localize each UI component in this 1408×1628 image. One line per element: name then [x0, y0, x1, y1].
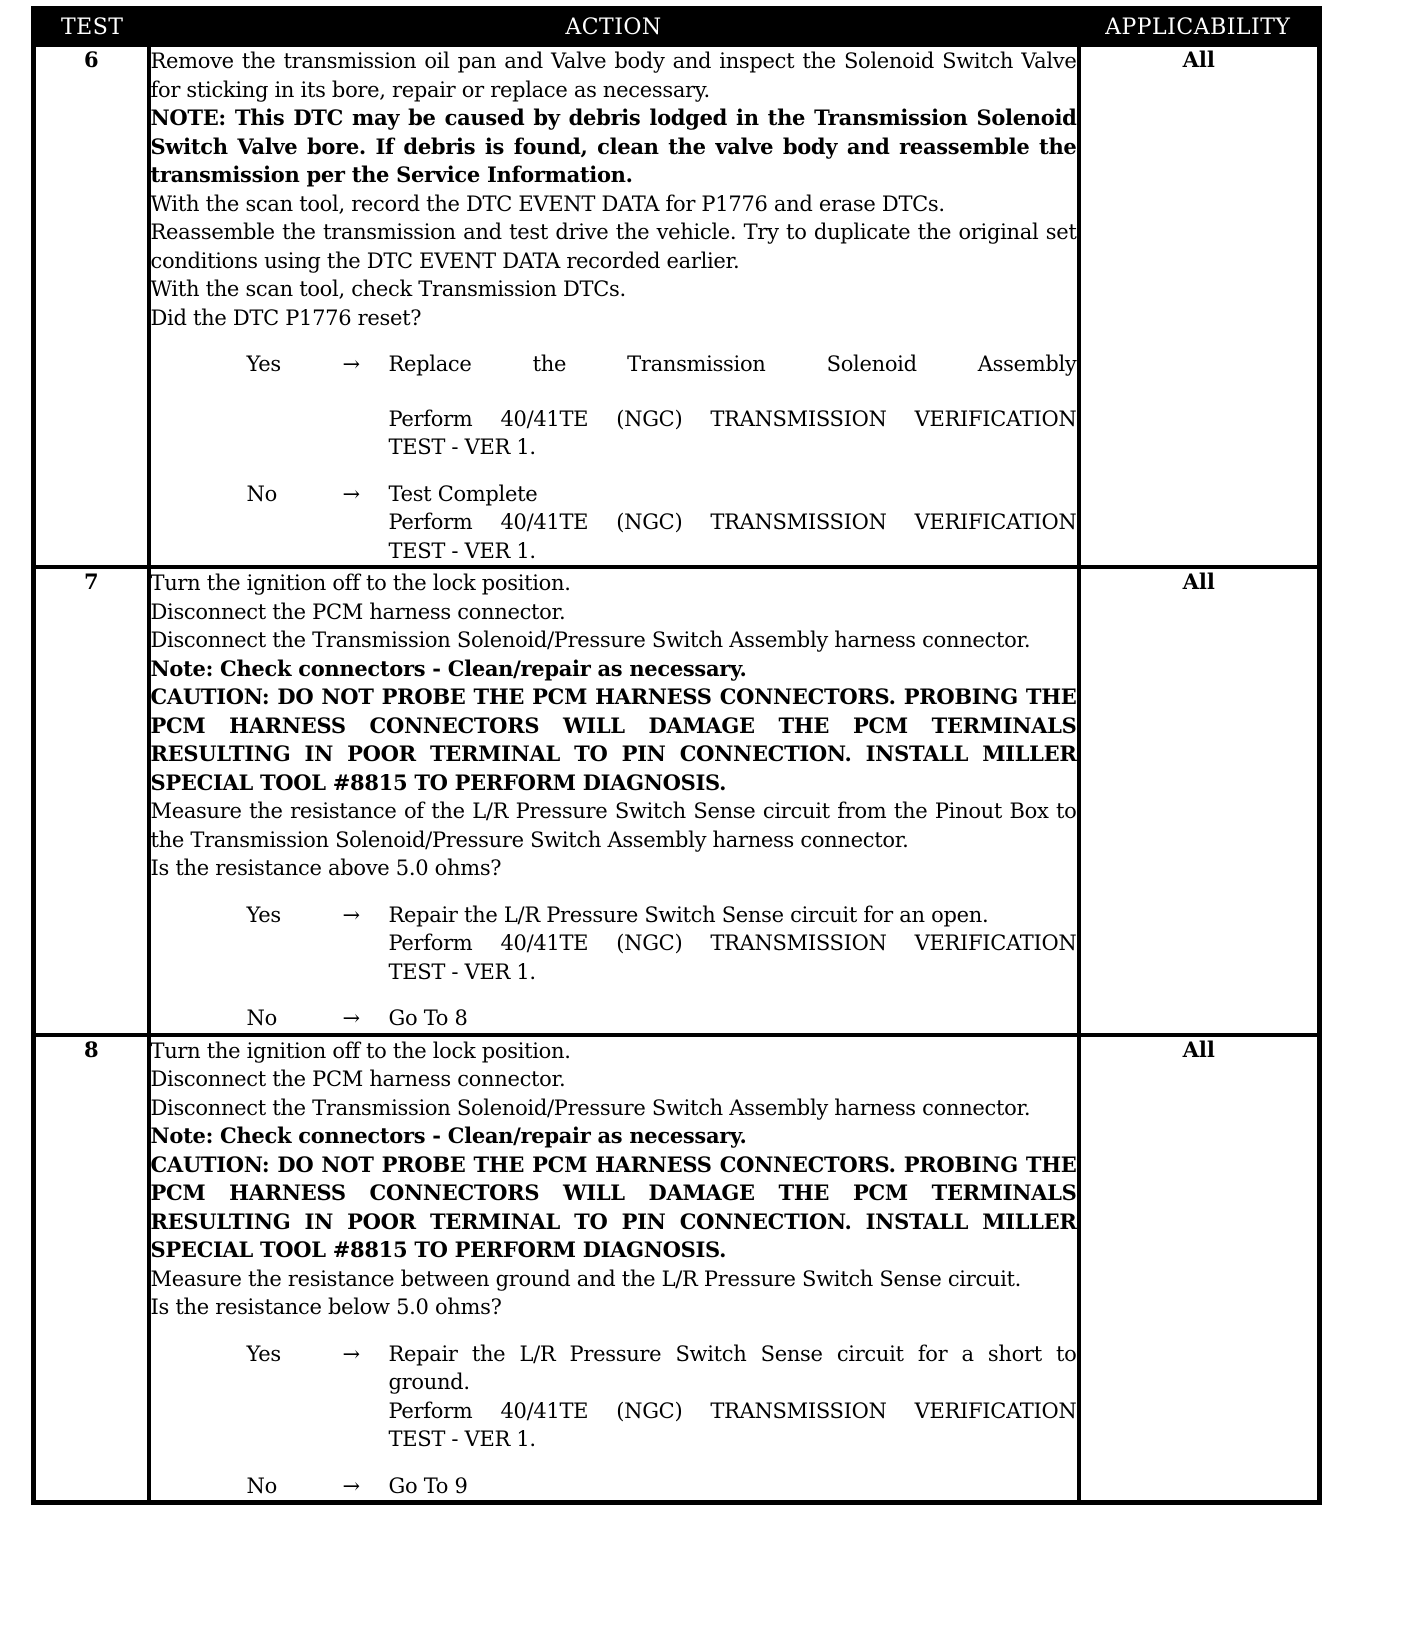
applicability-value: All	[1079, 567, 1320, 1035]
no-result: Test Complete	[388, 481, 538, 506]
test-number: 8	[34, 1035, 149, 1503]
yes-result: Repair the L/R Pressure Switch Sense circuit for an open.	[388, 902, 989, 927]
yes-label: Yes	[246, 902, 281, 927]
action-paragraph: With the scan tool, record the DTC EVENT DATA for P1776 and erase DTCs.	[150, 191, 945, 216]
test-row-8	[34, 1035, 1320, 1503]
yes-label: Yes	[246, 352, 281, 376]
action-paragraph: Measure the resistance between ground and the L/R Pressure Switch Sense circuit.	[150, 1266, 1022, 1291]
no-outcome	[151, 480, 1077, 566]
question-paragraph: Did the DTC P1776 reset?	[150, 305, 422, 330]
arrow-right-icon: →	[342, 1006, 360, 1030]
no-outcome	[151, 1472, 1077, 1501]
yes-result: Repair the L/R Pressure Switch Sense circuit for a short to ground.	[388, 1341, 1077, 1394]
test-row-6	[34, 45, 1320, 567]
yes-label: Yes	[246, 1341, 281, 1366]
action-paragraph: Disconnect the PCM harness connector.	[150, 599, 566, 624]
verification-test: TEST - VER 1.	[388, 538, 536, 563]
note-paragraph: NOTE: This DTC may be caused by debris lodged in the Transmission Solenoid Switch Valve bore. If debris is found, clean the valve body and reassemble the transmission per the Service Information.	[150, 105, 1077, 187]
note-paragraph: Note: Check connectors - Clean/repair as necessary.	[150, 1123, 747, 1148]
verification-perform: Perform 40/41TE (NGC) TRANSMISSION VERIFICATION	[388, 406, 1077, 431]
diagnostic-table	[31, 6, 1322, 1505]
test-number: 6	[34, 45, 149, 567]
caution-paragraph: CAUTION: DO NOT PROBE THE PCM HARNESS CONNECTORS. PROBING THE PCM HARNESS CONNECTORS WILL DAMAGE THE PCM TERMINALS RESULTING IN POOR TERMINAL TO PIN CONNECTION. INSTALL MILLER SPECIAL TOOL #8815 TO PERFORM DIAGNOSIS.	[150, 684, 1077, 795]
yes-outcome	[151, 901, 1077, 987]
action-paragraph: Turn the ignition off to the lock position.	[150, 571, 571, 595]
header-applicability: APPLICABILITY	[1079, 9, 1320, 46]
action-paragraph: Turn the ignition off to the lock position.	[150, 1038, 571, 1063]
verification-perform: Perform 40/41TE (NGC) TRANSMISSION VERIFICATION	[388, 931, 1077, 955]
action-paragraph: Measure the resistance of the L/R Pressure Switch Sense circuit from the Pinout Box to the Transmission Solenoid/Pressure Switch Assembly harness connector.	[150, 799, 1077, 852]
no-label: No	[246, 1473, 277, 1498]
test-number: 7	[34, 567, 149, 1035]
action-paragraph: Disconnect the Transmission Solenoid/Pressure Switch Assembly harness connector.	[150, 1095, 1031, 1120]
action-paragraph: With the scan tool, check Transmission DTCs.	[150, 277, 626, 301]
no-outcome	[151, 1004, 1077, 1033]
applicability-value: All	[1079, 45, 1320, 567]
question-paragraph: Is the resistance below 5.0 ohms?	[150, 1295, 502, 1319]
action-cell	[149, 1035, 1079, 1503]
verification-test: TEST - VER 1.	[388, 435, 536, 459]
caution-paragraph: CAUTION: DO NOT PROBE THE PCM HARNESS CONNECTORS. PROBING THE PCM HARNESS CONNECTORS WILL DAMAGE THE PCM TERMINALS RESULTING IN POOR TERMINAL TO PIN CONNECTION. INSTALL MILLER SPECIAL TOOL #8815 TO PERFORM DIAGNOSIS.	[150, 1151, 1077, 1262]
yes-outcome	[151, 1340, 1077, 1454]
arrow-right-icon: →	[342, 902, 360, 927]
verification-perform: Perform 40/41TE (NGC) TRANSMISSION VERIFICATION	[388, 1398, 1077, 1423]
arrow-right-icon: →	[342, 1473, 360, 1498]
action-cell	[149, 45, 1079, 567]
verification-perform: Perform 40/41TE (NGC) TRANSMISSION VERIFICATION	[388, 510, 1077, 534]
test-row-7	[34, 567, 1320, 1035]
applicability-value: All	[1079, 1035, 1320, 1503]
go-to-step: Go To 9	[388, 1473, 468, 1498]
yes-outcome	[151, 350, 1077, 462]
no-label: No	[246, 481, 277, 506]
header-action: ACTION	[149, 9, 1079, 46]
arrow-right-icon: →	[342, 352, 360, 376]
arrow-right-icon: →	[342, 481, 360, 506]
header-test: TEST	[34, 9, 149, 46]
note-paragraph: Note: Check connectors - Clean/repair as necessary.	[150, 655, 747, 681]
arrow-right-icon: →	[342, 1341, 360, 1366]
verification-test: TEST - VER 1.	[388, 1427, 536, 1451]
table-header	[34, 9, 1320, 46]
no-label: No	[246, 1006, 277, 1030]
action-cell	[149, 567, 1079, 1035]
action-paragraph: Remove the transmission oil pan and Valve body and inspect the Solenoid Switch Valve for sticking in its bore, repair or replace as necessary.	[150, 49, 1077, 102]
question-paragraph: Is the resistance above 5.0 ohms?	[150, 856, 502, 880]
verification-test: TEST - VER 1.	[388, 959, 536, 984]
yes-result: Replace the Transmission Solenoid Assembly	[388, 352, 1077, 376]
action-paragraph: Disconnect the Transmission Solenoid/Pressure Switch Assembly harness connector.	[150, 628, 1031, 652]
action-paragraph: Disconnect the PCM harness connector.	[150, 1067, 566, 1091]
action-paragraph: Reassemble the transmission and test drive the vehicle. Try to duplicate the original set conditions using the DTC EVENT DATA recorded earlier.	[150, 220, 1077, 273]
go-to-step: Go To 8	[388, 1006, 468, 1030]
